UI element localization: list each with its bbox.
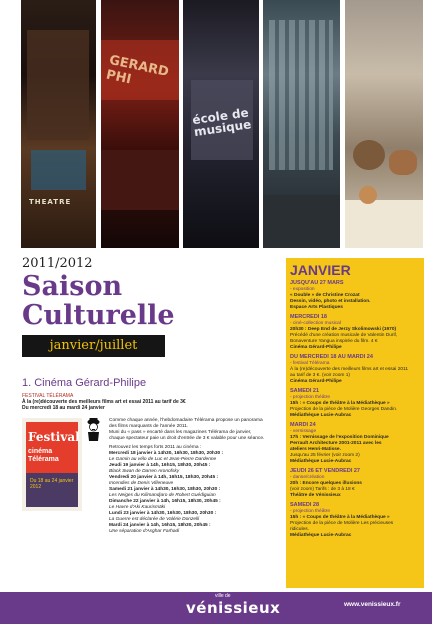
body-line: Le Gamin au vélo de Luc et Jean-Pierre Dardenne	[109, 457, 217, 462]
festival-lead: À la (re)découverte des meilleurs films art et essai 2011 au tarif de 3€	[22, 399, 186, 405]
event-date: SAMEDI 28	[290, 502, 320, 508]
body-line: Comme chaque année, l'hebdomadaire Télérama propose un panorama	[109, 418, 263, 423]
event-category: - projection théâtre	[290, 509, 330, 514]
event-category: - vernissage	[290, 429, 317, 434]
event-line: Bonaventure Yangua inspirée du film. 4 €	[290, 339, 378, 344]
website-link[interactable]: www.venissieux.fr	[344, 601, 401, 608]
event-date: DU MERCREDI 18 AU MARDI 24	[290, 354, 373, 360]
event-line: 17h : Vernissage de l'exposition Dominique	[290, 435, 389, 440]
body-line: Incendies de Denis Villeneuve	[109, 481, 174, 486]
body-line: Vendredi 20 janvier à 14h, 16h15, 18h30, 20h45 :	[109, 475, 219, 480]
festival-header	[22, 393, 277, 411]
city-logo: vénissieux	[186, 599, 281, 617]
event-line: Jusqu'au 25 février (voir zoom 2)	[290, 453, 360, 458]
section-title: 1. Cinéma Gérard-Philipe	[22, 377, 147, 389]
body-line: Le Havre d'Aki Kaurismäki	[109, 505, 166, 510]
event-category: - ciné-collection musical	[290, 321, 341, 326]
photo-sign: THEATRE	[29, 198, 72, 206]
event-line: Médiathèque Lucie-Aubrac	[290, 533, 352, 538]
body-line: Les Neiges du Kilimandjaro de Robert Guédiguian	[109, 493, 216, 498]
body-line: Une séparation d'Asghar Farhadi	[109, 529, 180, 534]
body-line: Mardi 24 janvier à 14h, 16h15, 18h30, 20h45 :	[109, 523, 211, 528]
program-event	[290, 280, 422, 311]
body-line: Jeudi 19 janvier à 14h, 16h15, 18h30, 20h45 :	[109, 463, 211, 468]
body-line: Mercredi 18 janvier à 14h30, 16h30, 18h30, 20h30 :	[109, 451, 224, 456]
body-line: Muni du « pass » encarté dans les magazines Télérama de janvier,	[109, 430, 252, 435]
body-line: La Guerre est déclarée de Valérie Donzelli	[109, 517, 200, 522]
event-line: Cinéma Gérard-Philipe	[290, 345, 342, 350]
event-line: Cinéma Gérard-Philipe	[290, 379, 342, 384]
body-line: chaque spectateur paie un droit d'entrée de 3 € valable pour une séance.	[109, 436, 265, 441]
body-line: des films marquants de l'année 2011.	[109, 424, 189, 429]
photo-sign: école de musique	[191, 105, 253, 140]
chaplin-icon	[85, 418, 102, 442]
event-line: ridicules.	[290, 527, 309, 532]
program-event	[290, 422, 422, 465]
event-line: Dessin, vidéo, photo et installation.	[290, 299, 371, 304]
event-line: Projection de la pièce de Molière Georges Dandin.	[290, 407, 398, 412]
event-category: - danse/création	[290, 475, 325, 480]
festival-dates: Du mercredi 18 au mardi 24 janvier	[22, 405, 105, 411]
photo-mediatheque	[263, 0, 340, 248]
event-date: JEUDI 26 ET VENDREDI 27	[290, 468, 360, 474]
program-event	[290, 468, 422, 499]
event-date: SAMEDI 21	[290, 388, 320, 394]
event-line: 15h : « Coups de théâtre à la Médiathèque »	[290, 515, 390, 520]
program-events	[290, 280, 422, 542]
event-line: Théâtre de Vénissieux	[290, 493, 341, 498]
event-category: - projection théâtre	[290, 395, 330, 400]
event-category: - festival Télérama	[290, 361, 330, 366]
season-title-line1: Saison	[22, 271, 123, 302]
program-event	[290, 502, 422, 539]
body-line: Samedi 21 janvier à 14h30, 16h30, 18h30, 20h30 :	[109, 487, 221, 492]
event-line: Espace Arts Plastiques	[290, 305, 343, 310]
event-line: 15h : « Coups de théâtre à la Médiathèque »	[290, 401, 390, 406]
event-line: 20h30 : Deep End de Jerzy Skolimowski (1970)	[290, 327, 397, 332]
photo-strip	[0, 0, 432, 248]
season-title-line2: Culturelle	[22, 300, 175, 331]
program-event	[290, 388, 422, 419]
body-line: Black Swan de Darren Aronofsky	[109, 469, 180, 474]
body-line: Dimanche 22 janvier à 14h, 16h15, 18h30, 20h45 :	[109, 499, 221, 504]
event-date: MARDI 24	[290, 422, 316, 428]
event-date: MERCREDI 18	[290, 314, 327, 320]
event-line: Médiathèque Lucie-Aubrac	[290, 413, 352, 418]
event-date: JUSQU'AU 27 MARS	[290, 280, 344, 286]
body-line: Lundi 23 janvier à 14h30, 16h30, 18h30, 20h30 :	[109, 511, 217, 516]
event-line: au tarif de 3 €. (voir zoom 1)	[290, 373, 350, 378]
season-title	[22, 272, 175, 330]
event-line: À la (re)découverte des meilleurs films art et essai 2011	[290, 367, 409, 372]
program-event	[290, 354, 422, 385]
program-month: JANVIER	[290, 262, 351, 278]
poster-title: Festival	[28, 430, 80, 444]
photo-music-school	[183, 0, 259, 248]
event-line: 20h : Encore quelques illusions	[290, 481, 362, 486]
logo-prefix: ville de	[215, 593, 231, 599]
poster-subtitle: cinéma Télérama	[28, 448, 59, 463]
program-event	[290, 314, 422, 351]
season-dates: janvier/juillet	[49, 338, 138, 353]
event-line: Perrault Architecture 2001-2011 avec les	[290, 441, 382, 446]
poster-dates: Du 18 au 24 janvier 2012	[30, 478, 74, 490]
photo-theatre	[21, 0, 96, 248]
event-line: ateliers Henri-Matisse.	[290, 447, 341, 452]
festival-poster	[22, 418, 82, 511]
event-category: - exposition	[290, 287, 315, 292]
photo-exhibition	[345, 0, 423, 248]
event-line: Précédé d'une création musicale de Valentin Durif,	[290, 333, 398, 338]
festival-tag: FESTIVAL TÉLÉRAMA	[22, 393, 74, 399]
event-line: Médiathèque Lucie-Aubrac	[290, 459, 352, 464]
photo-cinema	[101, 0, 179, 248]
event-line: « Double » de Christine Crozat	[290, 293, 360, 298]
event-line: Projection de la pièce de Molière Les précieuses	[290, 521, 394, 526]
photo-sign: GERARD PHI	[104, 52, 171, 88]
festival-body	[109, 418, 279, 535]
event-line: (voir zoom) Tarifs : de 3 à 18 €	[290, 487, 355, 492]
season-year: 2011/2012	[22, 256, 93, 271]
body-line: Retrouvez les temps forts 2011 au cinéma :	[109, 445, 202, 450]
